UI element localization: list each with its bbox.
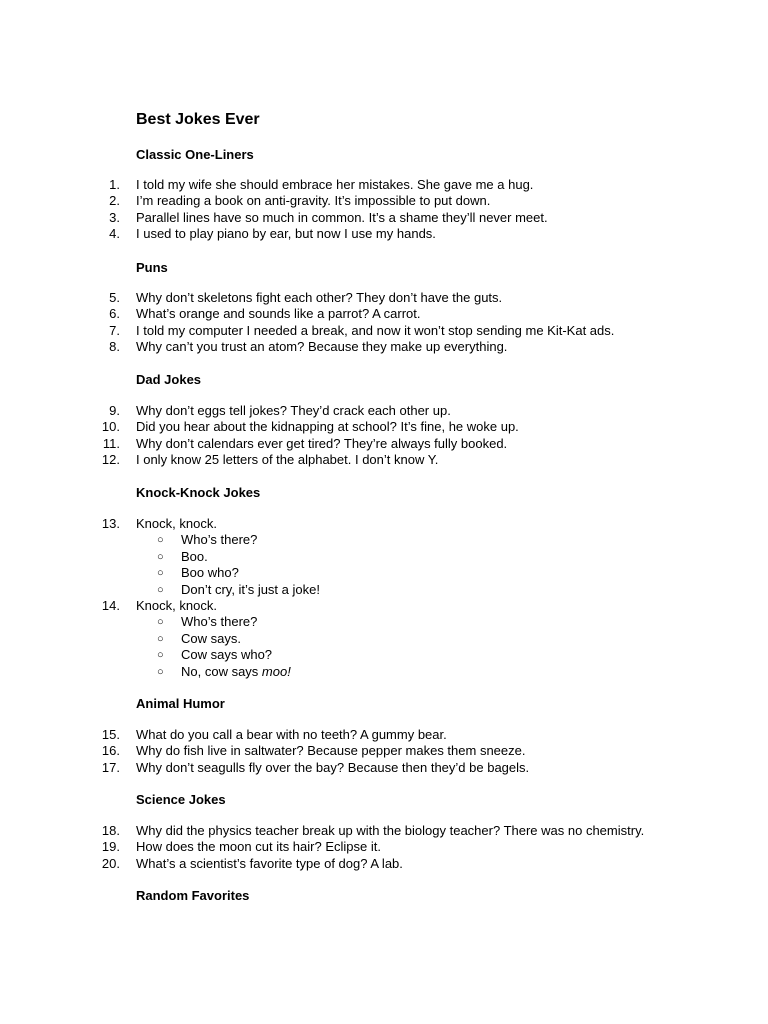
item-number: 2. (109, 193, 120, 209)
item-number: 14. (101, 598, 120, 613)
joke-list-science-jokes (0, 823, 760, 872)
list-item (0, 452, 760, 468)
joke-text: I used to play piano by ear, but now I use my hands. (136, 225, 436, 241)
sublist-text: Cow says. (181, 631, 241, 646)
list-item (0, 290, 760, 306)
item-number: 11. (102, 435, 120, 451)
hollow-bullet-icon: ○ (157, 633, 164, 645)
list-item (0, 210, 760, 226)
sublist-text: Boo who? (181, 565, 239, 580)
list-item (0, 419, 760, 435)
sublist-text: Don’t cry, it’s just a joke! (181, 582, 320, 597)
list-item (0, 323, 760, 339)
list-item (0, 339, 760, 355)
list-item (0, 306, 760, 322)
section-heading-animal-humor: Animal Humor (136, 696, 225, 711)
joke-list-knock-knock (0, 516, 760, 532)
item-number: 15. (101, 727, 120, 742)
item-number: 6. (109, 306, 120, 322)
item-number: 20. (101, 855, 120, 871)
joke-text: How does the moon cut its hair? Eclipse it. (136, 839, 381, 855)
item-number: 9. (109, 403, 120, 418)
joke-text: I only know 25 letters of the alphabet. I don’t know Y. (136, 451, 439, 467)
joke-text: I told my computer I needed a break, and now it won’t stop sending me Kit-Kat ads. (136, 322, 615, 338)
sublist-text: Who’s there? (181, 532, 258, 547)
item-number: 17. (101, 759, 120, 775)
joke-text: Why did the physics teacher break up with the biology teacher? There was no chemistry. (136, 823, 645, 838)
list-item (0, 727, 760, 743)
joke-text: Why do fish live in saltwater? Because pepper makes them sneeze. (136, 743, 526, 759)
sublist-text (181, 664, 291, 680)
list-item (0, 516, 760, 532)
list-item (0, 436, 760, 452)
document-title: Best Jokes Ever (136, 111, 260, 128)
item-number: 3. (109, 209, 120, 225)
joke-text: Why can’t you trust an atom? Because they make up everything. (136, 338, 508, 354)
item-number: 5. (109, 290, 120, 305)
joke-text: Knock, knock. (136, 516, 217, 531)
hollow-bullet-icon: ○ (157, 567, 164, 579)
list-item (0, 743, 760, 759)
hollow-bullet-icon: ○ (157, 584, 164, 596)
item-number: 1. (109, 177, 120, 192)
list-item (0, 403, 760, 419)
joke-text: Why don’t seagulls fly over the bay? Because then they’d be bagels. (136, 759, 530, 775)
section-heading-puns: Puns (136, 260, 168, 275)
item-number: 12. (101, 451, 120, 467)
item-number: 18. (101, 823, 120, 838)
list-item (0, 823, 760, 839)
joke-list-puns (0, 290, 760, 355)
list-item (0, 856, 760, 872)
joke-list-animal-humor (0, 727, 760, 776)
item-number: 19. (101, 839, 120, 855)
joke-text: What’s a scientist’s favorite type of dog? A lab. (136, 855, 403, 871)
section-heading-random-favorites: Random Favorites (136, 888, 250, 903)
list-item (0, 839, 760, 855)
joke-list-knock-knock-2 (0, 598, 760, 614)
hollow-bullet-icon: ○ (157, 649, 164, 661)
hollow-bullet-icon: ○ (157, 551, 164, 563)
sublist-text-prefix: No, cow says (181, 664, 262, 679)
list-item (0, 193, 760, 209)
joke-text: Did you hear about the kidnapping at school? It’s fine, he woke up. (136, 419, 519, 435)
section-heading-science-jokes: Science Jokes (136, 792, 226, 807)
item-number: 13. (101, 516, 120, 531)
joke-list-classic-one-liners (0, 177, 760, 242)
section-heading-knock-knock-jokes: Knock-Knock Jokes (136, 485, 261, 500)
list-item (0, 226, 760, 242)
list-item (0, 177, 760, 193)
item-number: 7. (109, 322, 120, 338)
section-heading-classic-one-liners: Classic One-Liners (136, 147, 254, 162)
joke-text: What’s orange and sounds like a parrot? A carrot. (136, 306, 421, 322)
section-heading-dad-jokes: Dad Jokes (136, 372, 202, 387)
joke-text: Parallel lines have so much in common. It’s a shame they’ll never meet. (136, 209, 548, 225)
joke-text: What do you call a bear with no teeth? A gummy bear. (136, 727, 447, 742)
sublist-text: Who’s there? (181, 614, 258, 629)
joke-text: Knock, knock. (136, 598, 217, 613)
joke-text: I’m reading a book on anti-gravity. It’s impossible to put down. (136, 193, 491, 209)
joke-text: Why don’t eggs tell jokes? They’d crack each other up. (136, 403, 451, 418)
sublist-text: Cow says who? (181, 647, 273, 662)
joke-text: Why don’t calendars ever get tired? They’re always fully booked. (136, 435, 508, 451)
joke-text: Why don’t skeletons fight each other? They don’t have the guts. (136, 290, 503, 305)
hollow-bullet-icon: ○ (157, 616, 164, 628)
item-number: 4. (109, 225, 120, 241)
joke-list-dad-jokes (0, 403, 760, 468)
item-number: 16. (101, 743, 120, 759)
list-item (0, 598, 760, 614)
sublist-text: Boo. (181, 549, 208, 564)
list-item (0, 760, 760, 776)
hollow-bullet-icon: ○ (157, 666, 164, 678)
joke-text: I told my wife she should embrace her mistakes. She gave me a hug. (136, 177, 534, 192)
item-number: 8. (109, 338, 120, 354)
sublist-text-emphasis: moo! (261, 664, 291, 679)
hollow-bullet-icon: ○ (157, 534, 164, 546)
item-number: 10. (101, 419, 120, 435)
